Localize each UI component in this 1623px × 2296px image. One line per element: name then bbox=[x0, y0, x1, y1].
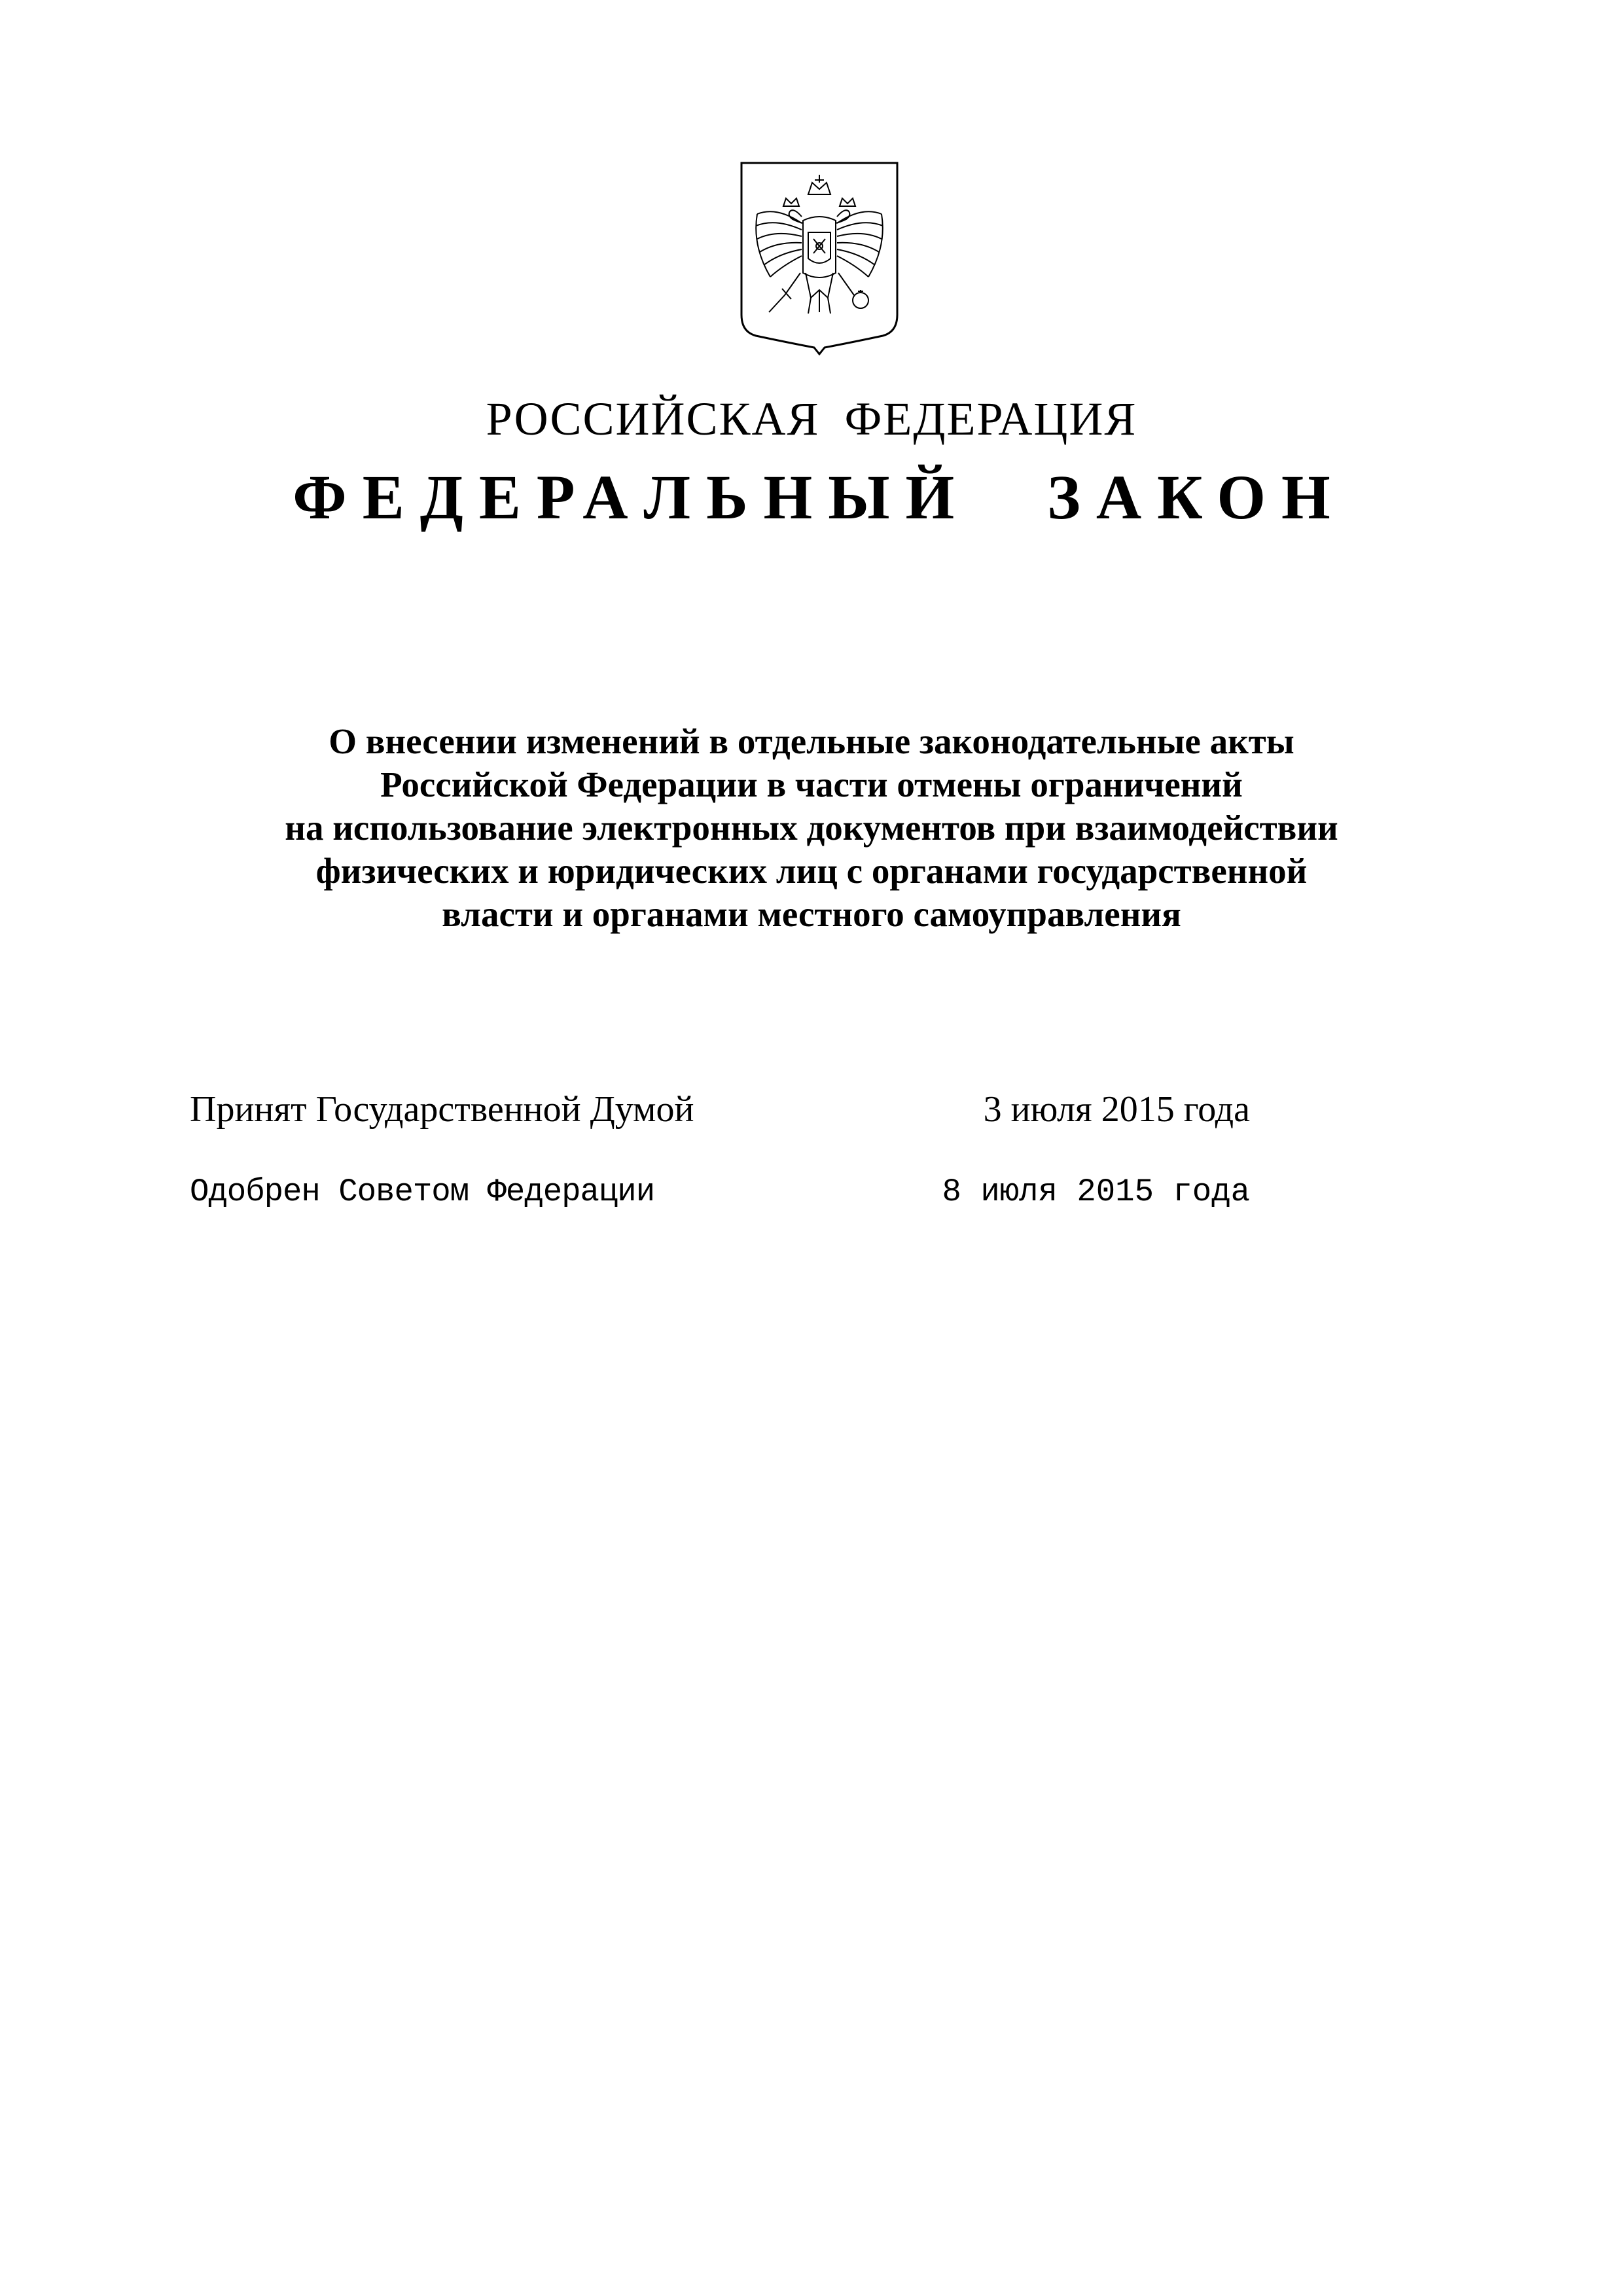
duma-adoption-label: Принят Государственной Думой bbox=[190, 1089, 694, 1130]
document-type: ФЕДЕРАЛЬНЫЙ ЗАКОН bbox=[293, 462, 1346, 532]
law-title-line: физических и юридических лиц с органами государственной bbox=[315, 851, 1308, 891]
russian-coat-of-arms-icon bbox=[738, 160, 901, 355]
law-title-line: Российской Федерации в части отмены ограничений bbox=[380, 764, 1243, 804]
country-name: РОССИЙСКАЯ ФЕДЕРАЦИЯ bbox=[486, 393, 1137, 445]
law-title-line: власти и органами местного самоуправления bbox=[442, 894, 1181, 934]
law-title bbox=[196, 720, 1427, 936]
law-title-line: на использование электронных документов при взаимодействии bbox=[285, 808, 1338, 848]
council-approval-label: Одобрен Советом Федерации bbox=[190, 1174, 655, 1210]
duma-adoption-row bbox=[190, 1086, 1263, 1139]
law-title-line: О внесении изменений в отдельные законодательные акты bbox=[329, 721, 1294, 761]
duma-adoption-date: 3 июля 2015 года bbox=[983, 1089, 1250, 1130]
council-approval-row bbox=[190, 1170, 1263, 1223]
council-approval-date: 8 июля 2015 года bbox=[942, 1174, 1250, 1210]
